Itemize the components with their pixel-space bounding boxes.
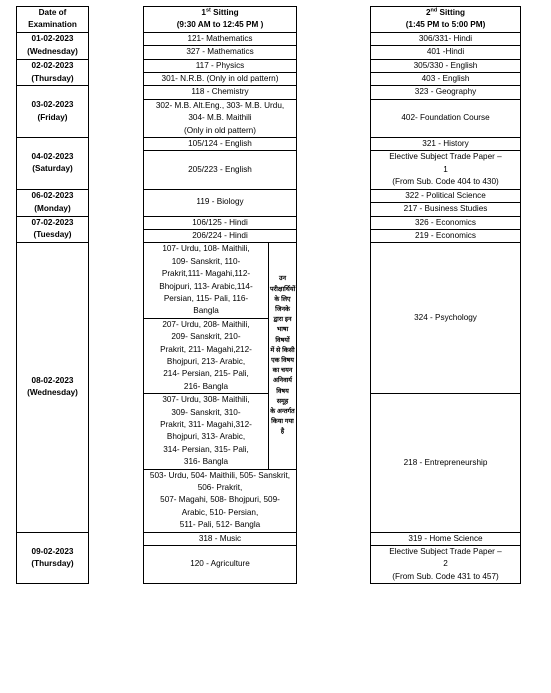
- paper-cell: 326 - Economics: [371, 216, 521, 229]
- spacer-cell: [297, 532, 371, 584]
- date-cell: 09-02-2023 (Thursday): [17, 532, 89, 584]
- spacer-cell: [297, 32, 371, 59]
- paper-cell: 121- Mathematics: [144, 32, 297, 45]
- second-sitting-title: 2nd Sitting: [425, 7, 466, 17]
- paper-cell: 321 - History: [371, 138, 521, 151]
- table-row: [17, 243, 521, 318]
- spacer-cell: [89, 86, 144, 138]
- date-header-line1: Date of: [38, 8, 67, 17]
- spacer-cell: [297, 189, 371, 216]
- paper-cell: 120 - Agriculture: [144, 546, 297, 584]
- spacer-cell: [297, 7, 371, 33]
- spacer-cell: [89, 138, 144, 190]
- paper-cell: 118 - Chemistry: [144, 86, 297, 99]
- table-row: [17, 59, 521, 72]
- second-sitting-time: (1:45 PM to 5:00 PM): [405, 20, 486, 30]
- paper-cell: 305/330 - English: [371, 59, 521, 72]
- date-cell: 07-02-2023 (Tuesday): [17, 216, 89, 243]
- spacer-cell: [89, 532, 144, 584]
- table-row: [17, 216, 521, 229]
- paper-cell: 307- Urdu, 308- Maithili, 309- Sanskrit, 310- Prakrit, 311- Magahi,312- Bhojpuri, 313- Arabic, 314- Persian, 315- Pali, 316- Bangla: [144, 394, 269, 469]
- date-cell: 06-02-2023 (Monday): [17, 189, 89, 216]
- spacer-cell: [89, 32, 144, 59]
- paper-cell: 117 - Physics: [144, 59, 297, 72]
- table-header-row: [17, 7, 521, 33]
- table-row: [17, 86, 521, 99]
- spacer-cell: [89, 7, 144, 33]
- paper-cell: 217 - Business Studies: [371, 203, 521, 216]
- date-header: [17, 7, 89, 33]
- paper-cell: 403 - English: [371, 73, 521, 86]
- paper-cell: 322 - Political Science: [371, 189, 521, 202]
- paper-cell: 323 - Geography: [371, 86, 521, 99]
- spacer-cell: [297, 138, 371, 190]
- table-row: [17, 138, 521, 151]
- exam-schedule-table: [16, 6, 521, 584]
- paper-cell: 503- Urdu, 504- Maithili, 505- Sanskrit, 506- Prakrit, 507- Magahi, 508- Bhojpuri, 509- Arabic, 510- Persian, 511- Pali, 512- Bangla: [144, 469, 297, 532]
- spacer-cell: [89, 59, 144, 86]
- paper-cell: 106/125 - Hindi: [144, 216, 297, 229]
- date-cell: 04-02-2023 (Saturday): [17, 138, 89, 190]
- date-header-line2: Examination: [28, 20, 77, 30]
- table-row: [17, 32, 521, 45]
- first-sitting-time: (9:30 AM to 12:45 PM ): [176, 20, 264, 30]
- spacer-cell: [89, 243, 144, 532]
- date-cell: 08-02-2023 (Wednesday): [17, 243, 89, 532]
- date-cell: 03-02-2023 (Friday): [17, 86, 89, 138]
- date-cell: 01-02-2023 (Wednesday): [17, 32, 89, 59]
- paper-cell: 205/223 - English: [144, 151, 297, 189]
- paper-cell: 302- M.B. Alt.Eng., 303- M.B. Urdu, 304- M.B. Maithili (Only in old pattern): [144, 99, 297, 137]
- paper-cell: 105/124 - English: [144, 138, 297, 151]
- paper-cell: 306/331- Hindi: [371, 32, 521, 45]
- second-sitting-header: [371, 7, 521, 33]
- language-note-cell: उन परीक्षार्थियों के लिए जिनके द्वारा इन भाषा विषयों में से किसी एक विषय का चयन अनिवार्य विषय समूह के अन्तर्गत किया गया है: [269, 243, 297, 469]
- paper-cell: 107- Urdu, 108- Maithili, 109- Sanskrit, 110- Prakrit,111- Magahi,112- Bhojpuri, 113- Arabic,114- Persian, 115- Pali, 116- Bangla: [144, 243, 269, 318]
- paper-cell: 402- Foundation Course: [371, 99, 521, 137]
- paper-cell: Elective Subject Trade Paper – 1 (From Sub. Code 404 to 430): [371, 151, 521, 189]
- paper-cell: 324 - Psychology: [371, 243, 521, 394]
- paper-cell: 207- Urdu, 208- Maithili, 209- Sanskrit, 210- Prakrit, 211- Magahi,212- Bhojpuri, 213- Arabic, 214- Persian, 215- Pali, 216- Bangla: [144, 318, 269, 393]
- paper-cell: Elective Subject Trade Paper – 2 (From Sub. Code 431 to 457): [371, 546, 521, 584]
- paper-cell: 119 - Biology: [144, 189, 297, 216]
- date-cell: 02-02-2023 (Thursday): [17, 59, 89, 86]
- paper-cell: 218 - Entrepreneurship: [371, 394, 521, 532]
- spacer-cell: [297, 216, 371, 243]
- spacer-cell: [297, 243, 371, 532]
- first-sitting-title: 1st Sitting: [201, 7, 239, 17]
- table-row: [17, 532, 521, 545]
- table-row: [17, 189, 521, 202]
- spacer-cell: [297, 59, 371, 86]
- paper-cell: 301- N.R.B. (Only in old pattern): [144, 73, 297, 86]
- spacer-cell: [89, 216, 144, 243]
- paper-cell: 319 - Home Science: [371, 532, 521, 545]
- paper-cell: 401 -Hindi: [371, 46, 521, 59]
- spacer-cell: [297, 86, 371, 138]
- spacer-cell: [89, 189, 144, 216]
- paper-cell: 206/224 - Hindi: [144, 229, 297, 242]
- paper-cell: 327 - Mathematics: [144, 46, 297, 59]
- paper-cell: 219 - Economics: [371, 229, 521, 242]
- paper-cell: 318 - Music: [144, 532, 297, 545]
- first-sitting-header: [144, 7, 297, 33]
